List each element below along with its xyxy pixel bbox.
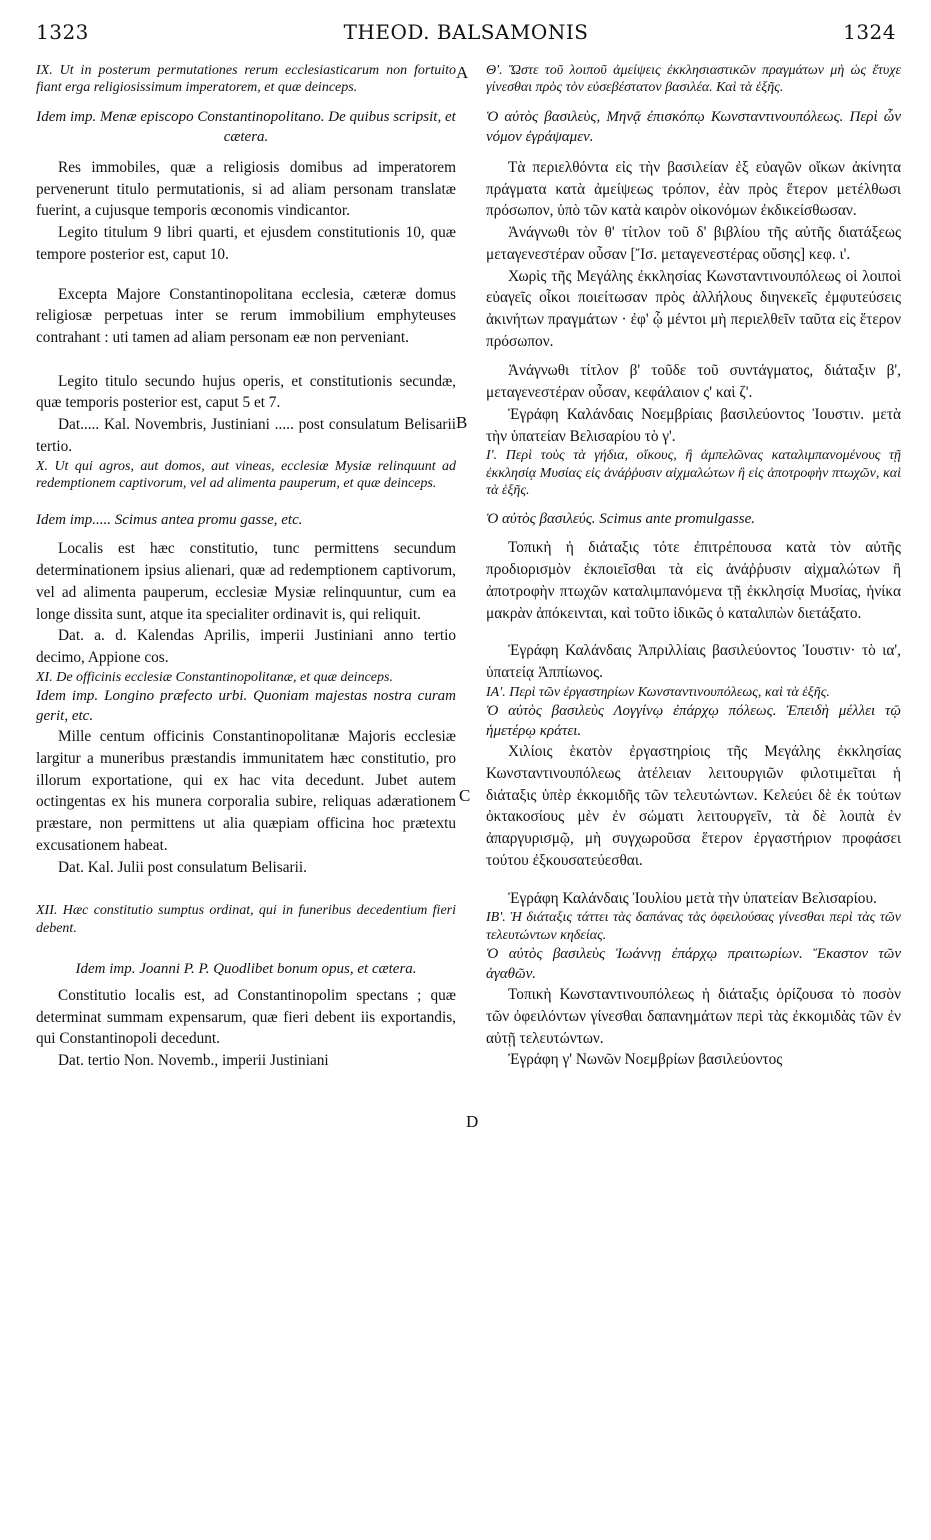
margin-marker-d: D <box>466 1112 479 1131</box>
greek-column <box>486 62 901 1071</box>
latin-paragraph: Mille centum officinis Constantinopolitanæ Majoris ecclesiæ largitur a muneribus præstandis immunitatem hæc constitutio, pro illorum exportatione, qui ex hac vita decedunt. Jubet autem octingentas ex his munera corporalia subire, reliquas adærationem præstare, non permittens ut alia quæpiam officina hoc prætextu excusationem habeat. <box>36 728 456 854</box>
latin-paragraph: Constitutio localis est, ad Constantinopolim spectans ; quæ determinat summam expensarum, quæ fieri debent iis exportandis, qui Constantinopoli decedunt. <box>36 987 456 1048</box>
greek-section-heading: ΙΑ'. Περὶ τῶν ἐργαστηρίων Κωνσταντινουπόλεως, καὶ τὰ ἑξῆς. <box>486 684 830 700</box>
latin-paragraph: Legito titulo secundo hujus operis, et constitutionis secundæ, quæ temporis posterior est, caput 5 et 7. <box>36 372 456 412</box>
latin-section-heading: X. Ut qui agros, aut domos, aut vineas, ecclesiæ Mysiæ relinquunt ad redemptionem captivorum, vel ad alimenta pauperum, et quæ deinceps. <box>36 458 456 491</box>
margin-marker-a: A <box>456 63 469 82</box>
latin-section-heading: IX. Ut in posterum permutationes rerum ecclesiasticarum non fortuito fiant erga religiosissimum imperatorem, et quæ deinceps. <box>36 63 456 96</box>
greek-paragraph: Ἀνάγνωθι τὸν θ' τίτλον τοῦ δ' βιβλίου τῆς αὐτῆς διατάξεως μεταγενεστέραν οὖσαν [Ἴσ. μεταγενεστέρας οὔσης] κεφ. ι'. <box>486 224 901 263</box>
latin-date-line: Dat. Kal. Julii post consulatum Belisarii. <box>58 858 307 876</box>
greek-address: Ὁ αὐτὸς βασιλεύς. Scimus ante promulgasse. <box>486 511 755 528</box>
latin-address: Idem imp. Menæ episcopo Constantinopolitano. De quibus scripsit, et cætera. <box>36 108 456 145</box>
greek-address: Ὁ αὐτὸς βασιλεὺς, Μηνᾷ ἐπισκόπῳ Κωνσταντινουπόλεως. Περὶ ὧν νόμον ἐγράψαμεν. <box>486 108 901 145</box>
latin-paragraph: Legito titulum 9 libri quarti, et ejusdem constitutionis 10, quæ tempore posterior est, caput 10. <box>36 224 456 263</box>
greek-paragraph: Χιλίοις ἑκατὸν ἐργαστηρίοις τῆς Μεγάλης ἐκκλησίας Κωνσταντινουπόλεως ἀτέλειαν λειτουργιῶν φιλοτιμεῖται ἡ διάταξις ὑπὲρ ἐκκομιδῆς τῶν τελευτώντων. Κελεύει δὲ ἐκ τούτων ὀκτακοσίους μὲν ἐν σώματι λειτουργεῖν, τὰ δὲ λοιπὰ ἐν ἀπαργυρισμῷ, μὴ συγχωροῦσα ἕτερον ἐργαστήριον προφάσει τούτου ἐξκουσατεύεσθαι. <box>486 743 901 869</box>
greek-date-line: Ἐγράφη Καλάνδαις Ἰουλίου μετὰ τὴν ὑπατείαν Βελισαρίου. <box>508 889 877 907</box>
latin-paragraph: Excepta Majore Constantinopolitana ecclesia, cæteræ domus religiosæ perpetuas inter se rerum immobilium emphyteuses contrahant : uti tamen ad aliam personam eæ non perveniant. <box>36 285 456 346</box>
latin-paragraph: Res immobiles, quæ a religiosis domibus ad imperatorem pervenerunt titulo permutationis, si ad aliam personam translatæ fuerint, a cujusque temporis œconomis vindicantor. <box>36 158 456 220</box>
greek-paragraph: Ἀνάγνωθι τίτλον β' τοῦδε τοῦ συντάγματος, διάταξιν β', μεταγενεστέραν οὖσαν, κεφάλαιον ς' καὶ ζ'. <box>486 362 901 402</box>
greek-address: Ὁ αὐτὸς βασιλεὺς Λογγίνῳ ἐπάρχῳ πόλεως. Ἐπειδὴ μέλλει τῷ ἡμετέρῳ κράτει. <box>486 703 901 740</box>
latin-date-line: Dat. a. d. Kalendas Aprilis, imperii Justiniani anno tertio decimo, Appione cos. <box>36 627 456 666</box>
latin-address: Idem imp. Joanni P. P. Quodlibet bonum opus, et cætera. <box>75 960 417 977</box>
greek-section-heading: Ι'. Περὶ τοὺς τὰ γήδια, οἴκους, ἢ ἀμπελῶνας καταλιμπανομένους τῇ ἐκκλησίᾳ Μυσίας εἰς ἀνάῤῥυσιν αἰχμαλώτων ἢ εἰς ἀποτροφὴν πτωχῶν, καὶ τὰ ἑξῆς. <box>486 448 901 498</box>
greek-paragraph: Χωρὶς τῆς Μεγάλης ἐκκλησίας Κωνσταντινουπόλεως οἱ λοιποὶ εὐαγεῖς οἶκοι ποιείτωσαν πρὸς ἀλλήλους διηνεκεῖς ἐμφυτεύσεις ἀκινήτων πραγμάτων · ἐφ' ᾧ μέντοι μὴ περιελθεῖν ταῦτα εἰς ἕτερον πρόσωπον. <box>486 267 901 350</box>
running-header <box>36 20 896 50</box>
greek-paragraph: Τὰ περιελθόντα εἰς τὴν βασιλείαν ἐξ εὐαγῶν οἴκων ἀκίνητα πράγματα κατὰ ἀμείψεως τρόπον, ἐὰν πρὸς ἕτερον μετέλθωσι πρόσωπον, ὑπὸ τῶν κατὰ καιρὸν οἰκονόμων ἐκδικείσθωσαν. <box>486 158 901 220</box>
latin-paragraph: Localis est hæc constitutio, tunc permittens secundum determinationem ipsius alienari, quæ ad redemptionem captivorum, vel ad alimenta pauperum, ecclesiæ Mysiæ relinquuntur, cum ea longe dissita sunt, atque ita specialiter ordinavit is, qui reliquit. <box>36 540 456 623</box>
greek-date-line: Ἐγράφη Καλάνδαις Νοεμβρίαις βασιλεύοντος Ἰουστιν. μετὰ τὴν ὑπατείαν Βελισαρίου τὸ γ'. <box>486 405 901 445</box>
latin-date-line: Dat. tertio Non. Novemb., imperii Justiniani <box>58 1052 329 1070</box>
latin-column <box>36 62 456 1072</box>
greek-address: Ὁ αὐτὸς βασιλεὺς Ἰωάννῃ ἐπάρχῳ πραιτωρίων. Ἕκαστον τῶν ἀγαθῶν. <box>486 946 901 983</box>
latin-section-heading: XII. Hæc constitutio sumptus ordinat, qui in funeribus decedentium fieri debent. <box>36 903 456 936</box>
margin-marker-c: C <box>459 786 471 805</box>
greek-section-heading: ΙΒ'. Ἡ διάταξις τάττει τὰς δαπάνας τὰς ὀφειλούσας γίνεσθαι περὶ τὰς τῶν τελευτώντων κηδείας. <box>486 910 901 943</box>
greek-paragraph: Τοπικὴ ἡ διάταξις τότε ἐπιτρέπουσα κατὰ τὸν αὐτῆς προδιορισμὸν ἐκποιεῖσθαι τὰ εἰς ἀνάῤῥυσιν αἰχμαλώτων ἢ ἀποτροφὴν πτωχῶν καταλιμπανόμενα τῇ ἐκκλησίᾳ Μυσίας, ἡνίκα μακρὰν ἀπόκεινται, καὶ τοῦτο ἰδικῶς ὁ καταλιπὼν διετάξατο. <box>486 539 901 622</box>
latin-address: Idem imp..... Scimus antea promu gasse, etc. <box>36 512 303 529</box>
greek-date-line: Ἐγράφη Καλάνδαις Ἀπριλλίαις βασιλεύοντος Ἰουστιν· τὸ ια', ὑπατείᾳ Ἀππίωνος. <box>486 642 901 682</box>
margin-marker-b: B <box>456 413 468 432</box>
right-page-number: 1324 <box>843 20 896 44</box>
latin-section-heading: XI. De officinis ecclesiæ Constantinopolitanæ, et quæ deinceps. <box>36 669 393 685</box>
latin-date-line: Dat..... Kal. Novembris, Justiniani ..... post consulatum Belisarii tertio. <box>36 416 456 455</box>
greek-paragraph: Τοπικὴ Κωνσταντινουπόλεως ἡ διάταξις ὁρίζουσα τὸ ποσὸν τῶν ὀφειλόντων γίνεσθαι δαπανημάτων περὶ τὰς ἐκκομιδὰς τῶν ἐν αὐτῇ τελευτώντων. <box>486 986 901 1047</box>
greek-section-heading: Θ'. Ὥστε τοῦ λοιποῦ ἀμείψεις ἐκκλησιαστικῶν πραγμάτων μὴ ὡς ἔτυχε γίνεσθαι πρὸς τὸν εὐσεβέστατον βασιλέα. Καὶ τὰ ἑξῆς. <box>486 63 901 96</box>
running-title: THEOD. BALSAMONIS <box>343 20 589 44</box>
latin-address: Idem imp. Longino præfecto urbi. Quoniam majestas nostra curam gerit, etc. <box>36 688 456 725</box>
left-page-number: 1323 <box>36 20 89 44</box>
greek-date-line: Ἐγράφη γ' Νωνῶν Νοεμβρίων βασιλεύοντος <box>508 1051 783 1069</box>
